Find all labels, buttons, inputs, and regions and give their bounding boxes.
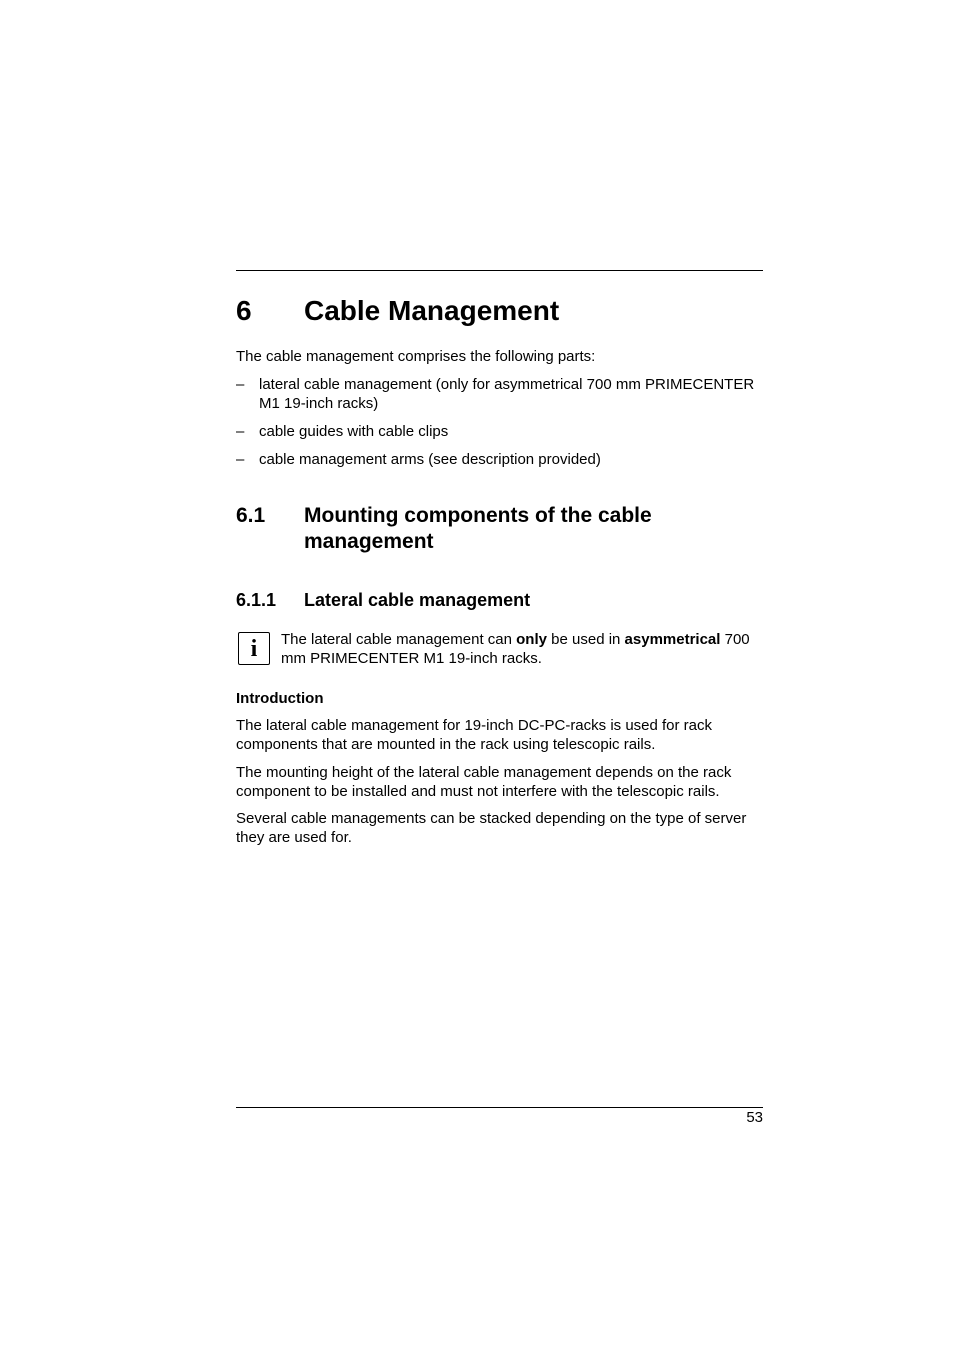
chapter-number: 6 [236, 295, 252, 326]
header-rule [236, 270, 763, 271]
section-number: 6.1 [236, 504, 266, 527]
list-item-text: cable management arms (see description provided) [259, 451, 601, 468]
footer-rule [236, 1107, 763, 1108]
chapter-title: Cable Management [304, 295, 560, 326]
page-number: 53 [746, 1109, 763, 1126]
info-icon [238, 632, 270, 665]
introduction-heading: Introduction [236, 690, 324, 707]
info-note-bold-asymmetrical: asymmetrical [624, 631, 721, 648]
info-note-text-1: The lateral cable management can [281, 631, 517, 648]
section-title: Mounting components of the cable management [304, 504, 652, 553]
introduction-paragraph: The lateral cable management for 19-inch DC-PC-racks is used for rack components that are mounted in the rack using telescopic rails. [236, 717, 713, 753]
introduction-paragraph: The mounting height of the lateral cable management depends on the rack component to be installed and must not interfere with the telescopic rails. [236, 764, 732, 800]
list-item-text: lateral cable management (only for asymmetrical 700 mm PRIMECENTER M1 19-inch racks) [259, 376, 755, 412]
list-dash: – [236, 376, 245, 393]
list-item-text: cable guides with cable clips [259, 423, 449, 440]
intro-paragraph: The cable management comprises the following parts: [236, 348, 596, 365]
info-note-text [281, 631, 763, 668]
subsection-number: 6.1.1 [236, 590, 277, 610]
info-note-text-3: 700 mm PRIMECENTER M1 19-inch racks. [281, 631, 750, 667]
info-note-text-2: be used in [546, 631, 625, 648]
list-dash: – [236, 423, 245, 440]
subsection-title: Lateral cable management [304, 590, 531, 610]
list-dash: – [236, 451, 245, 468]
introduction-paragraph: Several cable managements can be stacked depending on the type of server they are used for. [236, 810, 747, 846]
info-icon-glyph: i [250, 635, 258, 662]
info-note-bold-only: only [516, 631, 547, 648]
